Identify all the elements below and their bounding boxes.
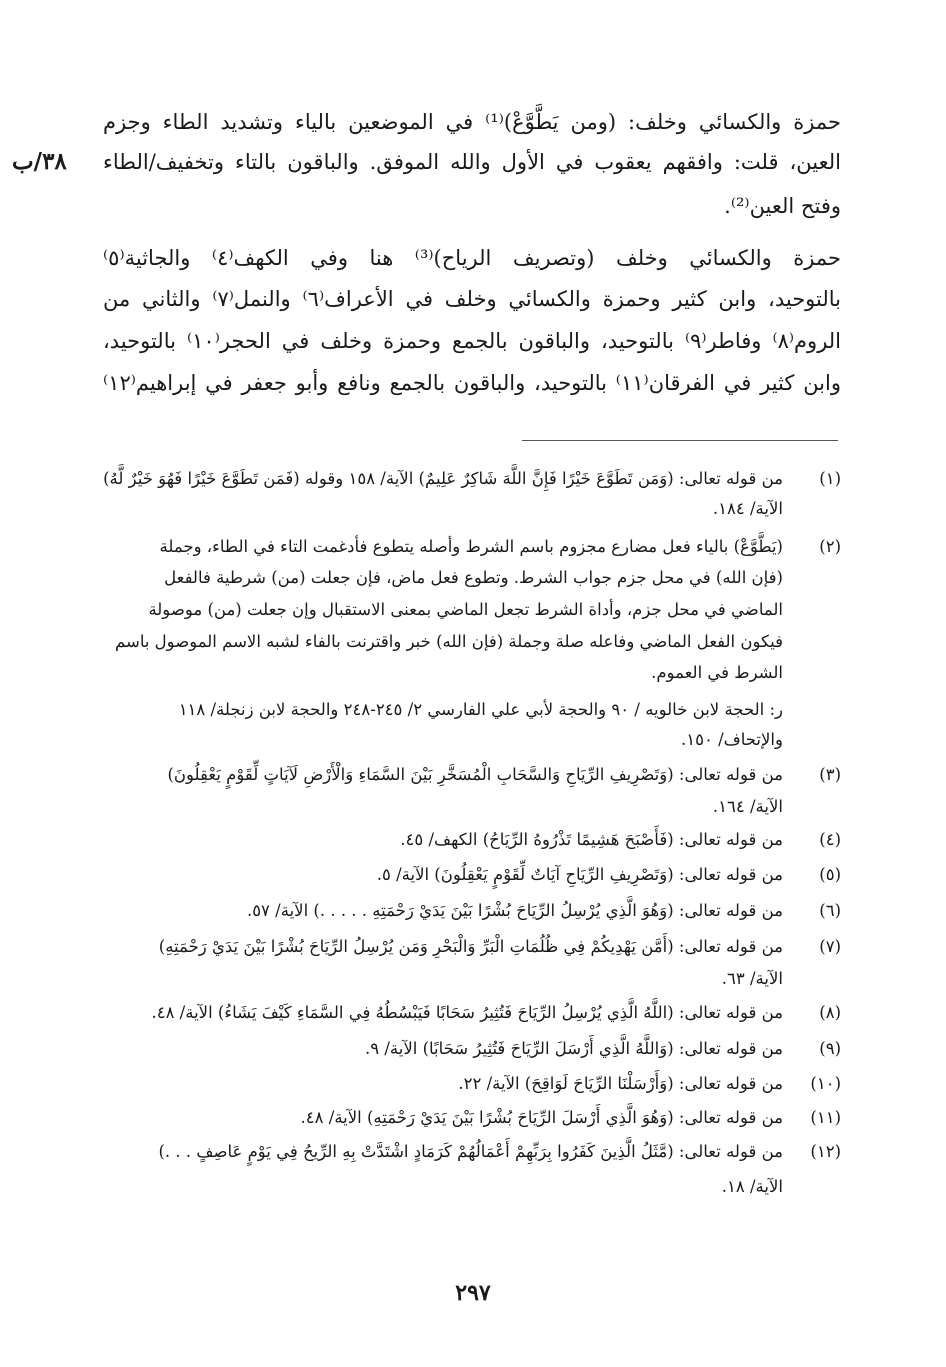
footnote-line (101, 468, 841, 490)
main-text-line: بالتوحيد، وابن كثير وحمزة والكسائي وخلف في الأعراف⁽٦⁾ والنمل⁽٧⁾ والثاني من (103, 287, 841, 311)
main-text-line: العين، قلت: وافقهم يعقوب في الأول والله الموفق. والباقون بالتاء وتخفيف/الطاء (103, 150, 841, 174)
footnote-number: (١٢) (810, 1142, 841, 1161)
main-text-line: الروم⁽٨⁾ وفاطر⁽٩⁾ بالتوحيد، والباقون بالجمع وحمزة وخلف في الحجر⁽١٠⁾ بالتوحيد، (103, 329, 842, 353)
footnote-number: (١١) (810, 1108, 841, 1127)
footnote-line (101, 764, 841, 786)
footnote-text: من قوله تعالى: (وَأَرْسَلْنَا الرِّيَاحَ لَوَاقِحَ) الآية/ ٢٢. (458, 1074, 783, 1093)
footnote-line (101, 1141, 841, 1163)
footnote-number: (٥) (819, 865, 841, 884)
footnote-number: (٨) (819, 1003, 841, 1022)
main-text-line: حمزة والكسائي وخلف: (ومن يَطَّوَّعْ)⁽¹⁾ في الموضعين بالياء وتشديد الطاء وجزم (103, 110, 841, 134)
footnote-line: الآية/ ٦٣. (721, 969, 783, 988)
main-text-line: حمزة والكسائي وخلف (وتصريف الرياح)⁽³⁾ هنا وفي الكهف⁽٤⁾ والجاثية⁽٥⁾ (103, 246, 841, 270)
footnote-line (101, 829, 841, 851)
page-number: ٢٩٧ (455, 1280, 491, 1306)
footnote-text: من قوله تعالى: (فَأَصْبَحَ هَشِيمًا تَذْرُوهُ الرِّيَاحُ) الكهف/ ٤٥. (400, 830, 783, 849)
footnote-text: من قوله تعالى: (أَمَّن يَهْدِيكُمْ فِي ظُلُمَاتِ الْبَرِّ وَالْبَحْرِ وَمَن يُرْسِلُ الرِّيَاحَ بُشْرًا بَيْنَ يَدَيْ رَحْمَتِهِ) (158, 937, 783, 956)
footnote-number: (٤) (819, 830, 841, 849)
footnote-text: من قوله تعالى: (مَّثَلُ الَّذِينَ كَفَرُوا بِرَبِّهِمْ أَعْمَالُهُمْ كَرَمَادٍ اشْتَدَّتْ بِهِ الرِّيحُ فِي يَوْمٍ عَاصِفٍ . . .) (158, 1142, 783, 1161)
footnote-number: (٩) (819, 1039, 841, 1058)
footnote-line: الآية/ ١٨٤. (712, 499, 783, 518)
main-text-line: وابن كثير في الفرقان⁽١١⁾ بالتوحيد، والباقون بالجمع ونافع وأبو جعفر في إبراهيم⁽١٢⁾ (103, 371, 842, 395)
footnote-number: (١٠) (810, 1074, 841, 1093)
footnote-text: من قوله تعالى: (وَاللَّهُ الَّذِي أَرْسَلَ الرِّيَاحَ فَتُثِيرُ سَحَابًا) الآية/ ٩. (364, 1039, 783, 1058)
footnote-text: من قوله تعالى: (وَتَصْرِيفِ الرِّيَاحِ وَالسَّحَابِ الْمُسَخَّرِ بَيْنَ السَّمَاءِ وَالْأَرْضِ لَآيَاتٍ لِّقَوْمٍ يَعْقِلُونَ) (167, 765, 783, 784)
footnote-line: فيكون الفعل الماضي وفاعله صلة وجملة (فإن الله) خبر واقترنت بالفاء لشبه الاسم الموصول باسم (115, 632, 783, 651)
footnote-text: من قوله تعالى: (وَمَن تَطَوَّعَ خَيْرًا فَإِنَّ اللَّهَ شَاكِرٌ عَلِيمٌ) الآية/ ١٥٨ وقوله (فَمَن تَطَوَّعَ خَيْرًا فَهُوَ خَيْرٌ لَّهُ) (103, 469, 783, 488)
footnote-text: (يَطَّوَّعْ) بالياء فعل مضارع مجزوم باسم الشرط وأصله يتطوع فأدغمت التاء في الطاء، وجملة (159, 537, 783, 556)
footnote-line: الآية/ ١٨. (721, 1177, 783, 1196)
main-text-line: وفتح العين⁽²⁾. (724, 194, 841, 218)
footnote-number: (٣) (819, 765, 841, 784)
footnote-line: (فإن الله) في محل جزم جواب الشرط. وتطوع فعل ماض، فإن جعلت (من) شرطية فالفعل (164, 568, 783, 587)
folio-margin-note: ٣٨/ب (12, 148, 67, 175)
footnote-text: من قوله تعالى: (وَتَصْرِيفِ الرِّيَاحِ آيَاتٌ لِّقَوْمٍ يَعْقِلُونَ) الآية/ ٥. (376, 865, 783, 884)
footnote-line: والإتحاف/ ١٥٠. (681, 730, 783, 749)
footnote-line (101, 1073, 841, 1095)
footnote-line (101, 900, 841, 922)
footnote-line (101, 1107, 841, 1129)
footnote-text: من قوله تعالى: (وَهُوَ الَّذِي يُرْسِلُ الرِّيَاحَ بُشْرًا بَيْنَ يَدَيْ رَحْمَتِهِ . . . . .) الآية/ ٥٧. (246, 901, 783, 920)
footnote-number: (١) (819, 469, 841, 488)
footnote-line: الماضي في محل جزم، وأداة الشرط تجعل الماضي بمعنى الاستقبال وإن جعلت (من) موصولة (148, 600, 783, 619)
footnote-line (101, 1038, 841, 1060)
footnote-number: (٧) (819, 937, 841, 956)
footnote-line (101, 936, 841, 958)
footnote-line: ر: الحجة لابن خالويه / ٩٠ والحجة لأبي علي الفارسي ٢/ ٢٤٥-٢٤٨ والحجة لابن زنجلة/ ١١٨ (178, 700, 783, 719)
footnote-line: الشرط في العموم. (651, 663, 783, 682)
footnote-line (101, 536, 841, 558)
footnote-number: (٢) (819, 537, 841, 556)
footnote-text: من قوله تعالى: (اللَّهُ الَّذِي يُرْسِلُ الرِّيَاحَ فَتُثِيرُ سَحَابًا فَيَبْسُطُهُ فِي السَّمَاءِ كَيْفَ يَشَاءُ) الآية/ ٤٨. (151, 1003, 783, 1022)
footnote-line (101, 1002, 841, 1024)
footnote-separator (522, 440, 838, 441)
footnote-line: الآية/ ١٦٤. (712, 797, 783, 816)
footnote-line (101, 864, 841, 886)
footnote-text: من قوله تعالى: (وَهُوَ الَّذِي أَرْسَلَ الرِّيَاحَ بُشْرًا بَيْنَ يَدَيْ رَحْمَتِهِ) الآية/ ٤٨. (300, 1108, 783, 1127)
footnote-number: (٦) (819, 901, 841, 920)
